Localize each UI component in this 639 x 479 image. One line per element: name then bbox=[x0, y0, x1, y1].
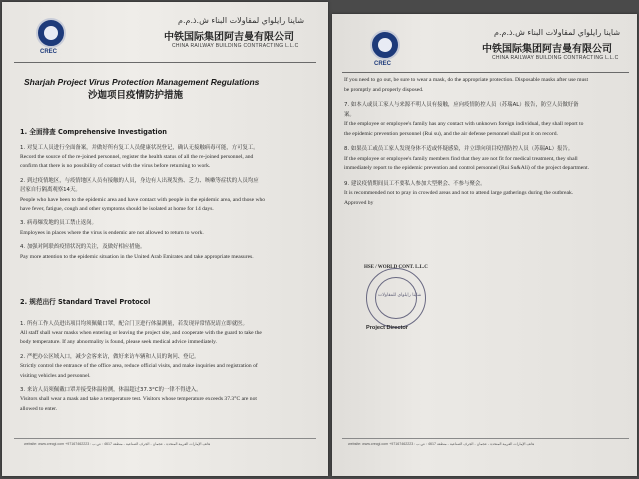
footer-contact: website: www.crecgi.com +97167462223 : هاتف الإمارات العربية المتحدة - عجمان - الجرف الصناعية - منطقة 4617 : ص.ب bbox=[348, 442, 535, 446]
text-line: 4. 加强对阿联酋疫情状况的关注，及做好相应措施。 bbox=[20, 244, 146, 251]
company-name-arabic: شاينا رايلواي لمقاولات البناء ش.ذ.م.م bbox=[494, 28, 621, 37]
text-line: 居家自行隔离观察14天。 bbox=[20, 187, 81, 194]
text-line: 1. 对复工人员进行全面备案，并做好所有复工人员健康状况登记，确认无接触病毒可能，方可复工。 bbox=[20, 145, 259, 151]
text-line: visiting vehicles and personnel. bbox=[20, 372, 91, 379]
text-line: All staff shall wear masks when entering or leaving the project site, and cooperate with the guard to take the bbox=[20, 330, 262, 337]
text-line: the epidemic prevention personnel (Rui su), and the air defense personnel shall put it on record. bbox=[344, 130, 558, 137]
text-line: 2. 到过疫情地区，与疫情地区人员有接触的人员，身边有人出现发热、乏力、咳嗽等症状的人员均应 bbox=[20, 178, 259, 185]
document-title-chinese: 沙迦项目疫情防护措施 bbox=[88, 90, 184, 101]
text-line: body temperature. If any abnormality is found, please seek medical advice immediately. bbox=[20, 339, 217, 346]
text-line: be promptly and properly disposed. bbox=[344, 86, 424, 93]
text-line: 3. 来访人员须佩戴口罩并接受体温检测，体温超过37.3°C的一律不得进入。 bbox=[20, 387, 202, 394]
logo-text: CREC bbox=[40, 49, 58, 55]
crec-logo-icon bbox=[36, 18, 66, 48]
header-divider bbox=[342, 72, 629, 73]
text-line: 3. 病毒爆发地的员工禁止返岗。 bbox=[20, 220, 97, 227]
header-divider bbox=[14, 62, 316, 63]
company-name-english: CHINA RAILWAY BUILDING CONTRACTING L.L.C bbox=[492, 55, 619, 61]
text-line: Pay more attention to the epidemic situation in the United Arab Emirates and take appropriate measures. bbox=[20, 253, 254, 260]
text-line: 案。 bbox=[344, 111, 355, 118]
company-name-english: CHINA RAILWAY BUILDING CONTRACTING L.L.C bbox=[172, 43, 299, 49]
stamp-arabic-text: شاينا رايلواي للمقاولات bbox=[378, 293, 422, 298]
text-line: 1. 所有工作人员进出项目均须佩戴口罩，配合门卫进行体温测量，若发现异常情况请立即就医。 bbox=[20, 321, 248, 327]
text-line: If the employee or employee's family has any contact with unknown foreign individual, they shall report to bbox=[344, 121, 584, 128]
company-name-chinese: 中铁国际集团阿吉曼有限公司 bbox=[482, 44, 612, 55]
text-line: immediately report to the epidemic prevention and control personnel (Rui Su&Ali) of the project department. bbox=[344, 165, 589, 172]
footer-contact: website: www.crecgi.com +97167462223 : هاتف الإمارات العربية المتحدة - عجمان - الجرف الصناعية - منطقة 4617 : ص.ب bbox=[24, 442, 211, 446]
crec-logo-icon bbox=[370, 30, 400, 60]
text-line: If you need to go out, be sure to wear a mask, do the appropriate protection. Disposable masks after use must bbox=[344, 77, 589, 83]
section-heading: 1. 全面排查 Comprehensive Investigation bbox=[20, 128, 167, 136]
text-line: 9. 建议疫情期间员工不要私人参加大型聚会、不参与聚会。 bbox=[344, 180, 486, 187]
text-line: Strictly control the entrance of the office area, reduce official visits, and make inquiries and registration of bbox=[20, 363, 258, 370]
text-line: allowed to enter. bbox=[20, 405, 58, 412]
text-line: People who have been to the epidemic area and have contact with people in the epidemic area, and those who bbox=[20, 196, 266, 203]
document-title-english: Sharjah Project Virus Protection Management Regulations bbox=[24, 77, 260, 87]
company-seal-stamp bbox=[366, 268, 426, 328]
text-line: 2. 严把办公区域入口，减少会客来访，做好来访车辆和人员的询问、登记。 bbox=[20, 354, 200, 361]
footer-divider bbox=[14, 438, 316, 439]
company-name-arabic: شاينا رايلواي لمقاولات البناء ش.ذ.م.م bbox=[178, 16, 305, 25]
text-line: have fever, fatigue, cough and other symptoms should be isolated at home for 14 days. bbox=[20, 205, 214, 212]
letterhead bbox=[332, 28, 637, 72]
logo-text: CREC bbox=[374, 61, 392, 67]
company-name-chinese: 中铁国际集团阿吉曼有限公司 bbox=[164, 32, 294, 43]
section-heading: 2. 规范出行 Standard Travel Protocol bbox=[20, 298, 151, 306]
text-line: 7. 如本人或员工家人与来源不明人员有接触，应向疫情防控人员（苏瑞AL）报告，防空人员做好备 bbox=[344, 101, 579, 108]
text-line: It is recommended not to pray in crowded areas and not to attend large gatherings during the outbreak. bbox=[344, 190, 574, 197]
text-line: Record the source of the re-joined personnel, register the health status of all the re-joined personnel, and bbox=[20, 154, 254, 161]
letterhead bbox=[2, 16, 328, 60]
signatory-title: Project Director bbox=[366, 325, 408, 331]
stamp-label: HSE / WORLD CONT. L.L.C bbox=[364, 265, 428, 270]
right-document-page bbox=[332, 14, 637, 476]
text-line: Employees in places where the virus is endemic are not allowed to return to work. bbox=[20, 229, 204, 236]
left-document-page bbox=[2, 2, 328, 476]
text-line: If the employee or employee's family members find that they are not fit for medical treatment, they shall bbox=[344, 155, 578, 162]
text-line: Visitors shall wear a mask and take a temperature test. Visitors whose temperature exceeds 37.3°C are not bbox=[20, 396, 257, 403]
footer-divider bbox=[342, 438, 629, 439]
text-line: 8. 如果员工或员工家人发现身体不适或怀疑感染，并立即向项目疫情防控人员（苏瑞AL）报告。 bbox=[344, 146, 574, 153]
text-line: Approved by bbox=[344, 199, 374, 206]
text-line: confirm that there is no possibility of contact with the virus before returning to work. bbox=[20, 163, 211, 170]
